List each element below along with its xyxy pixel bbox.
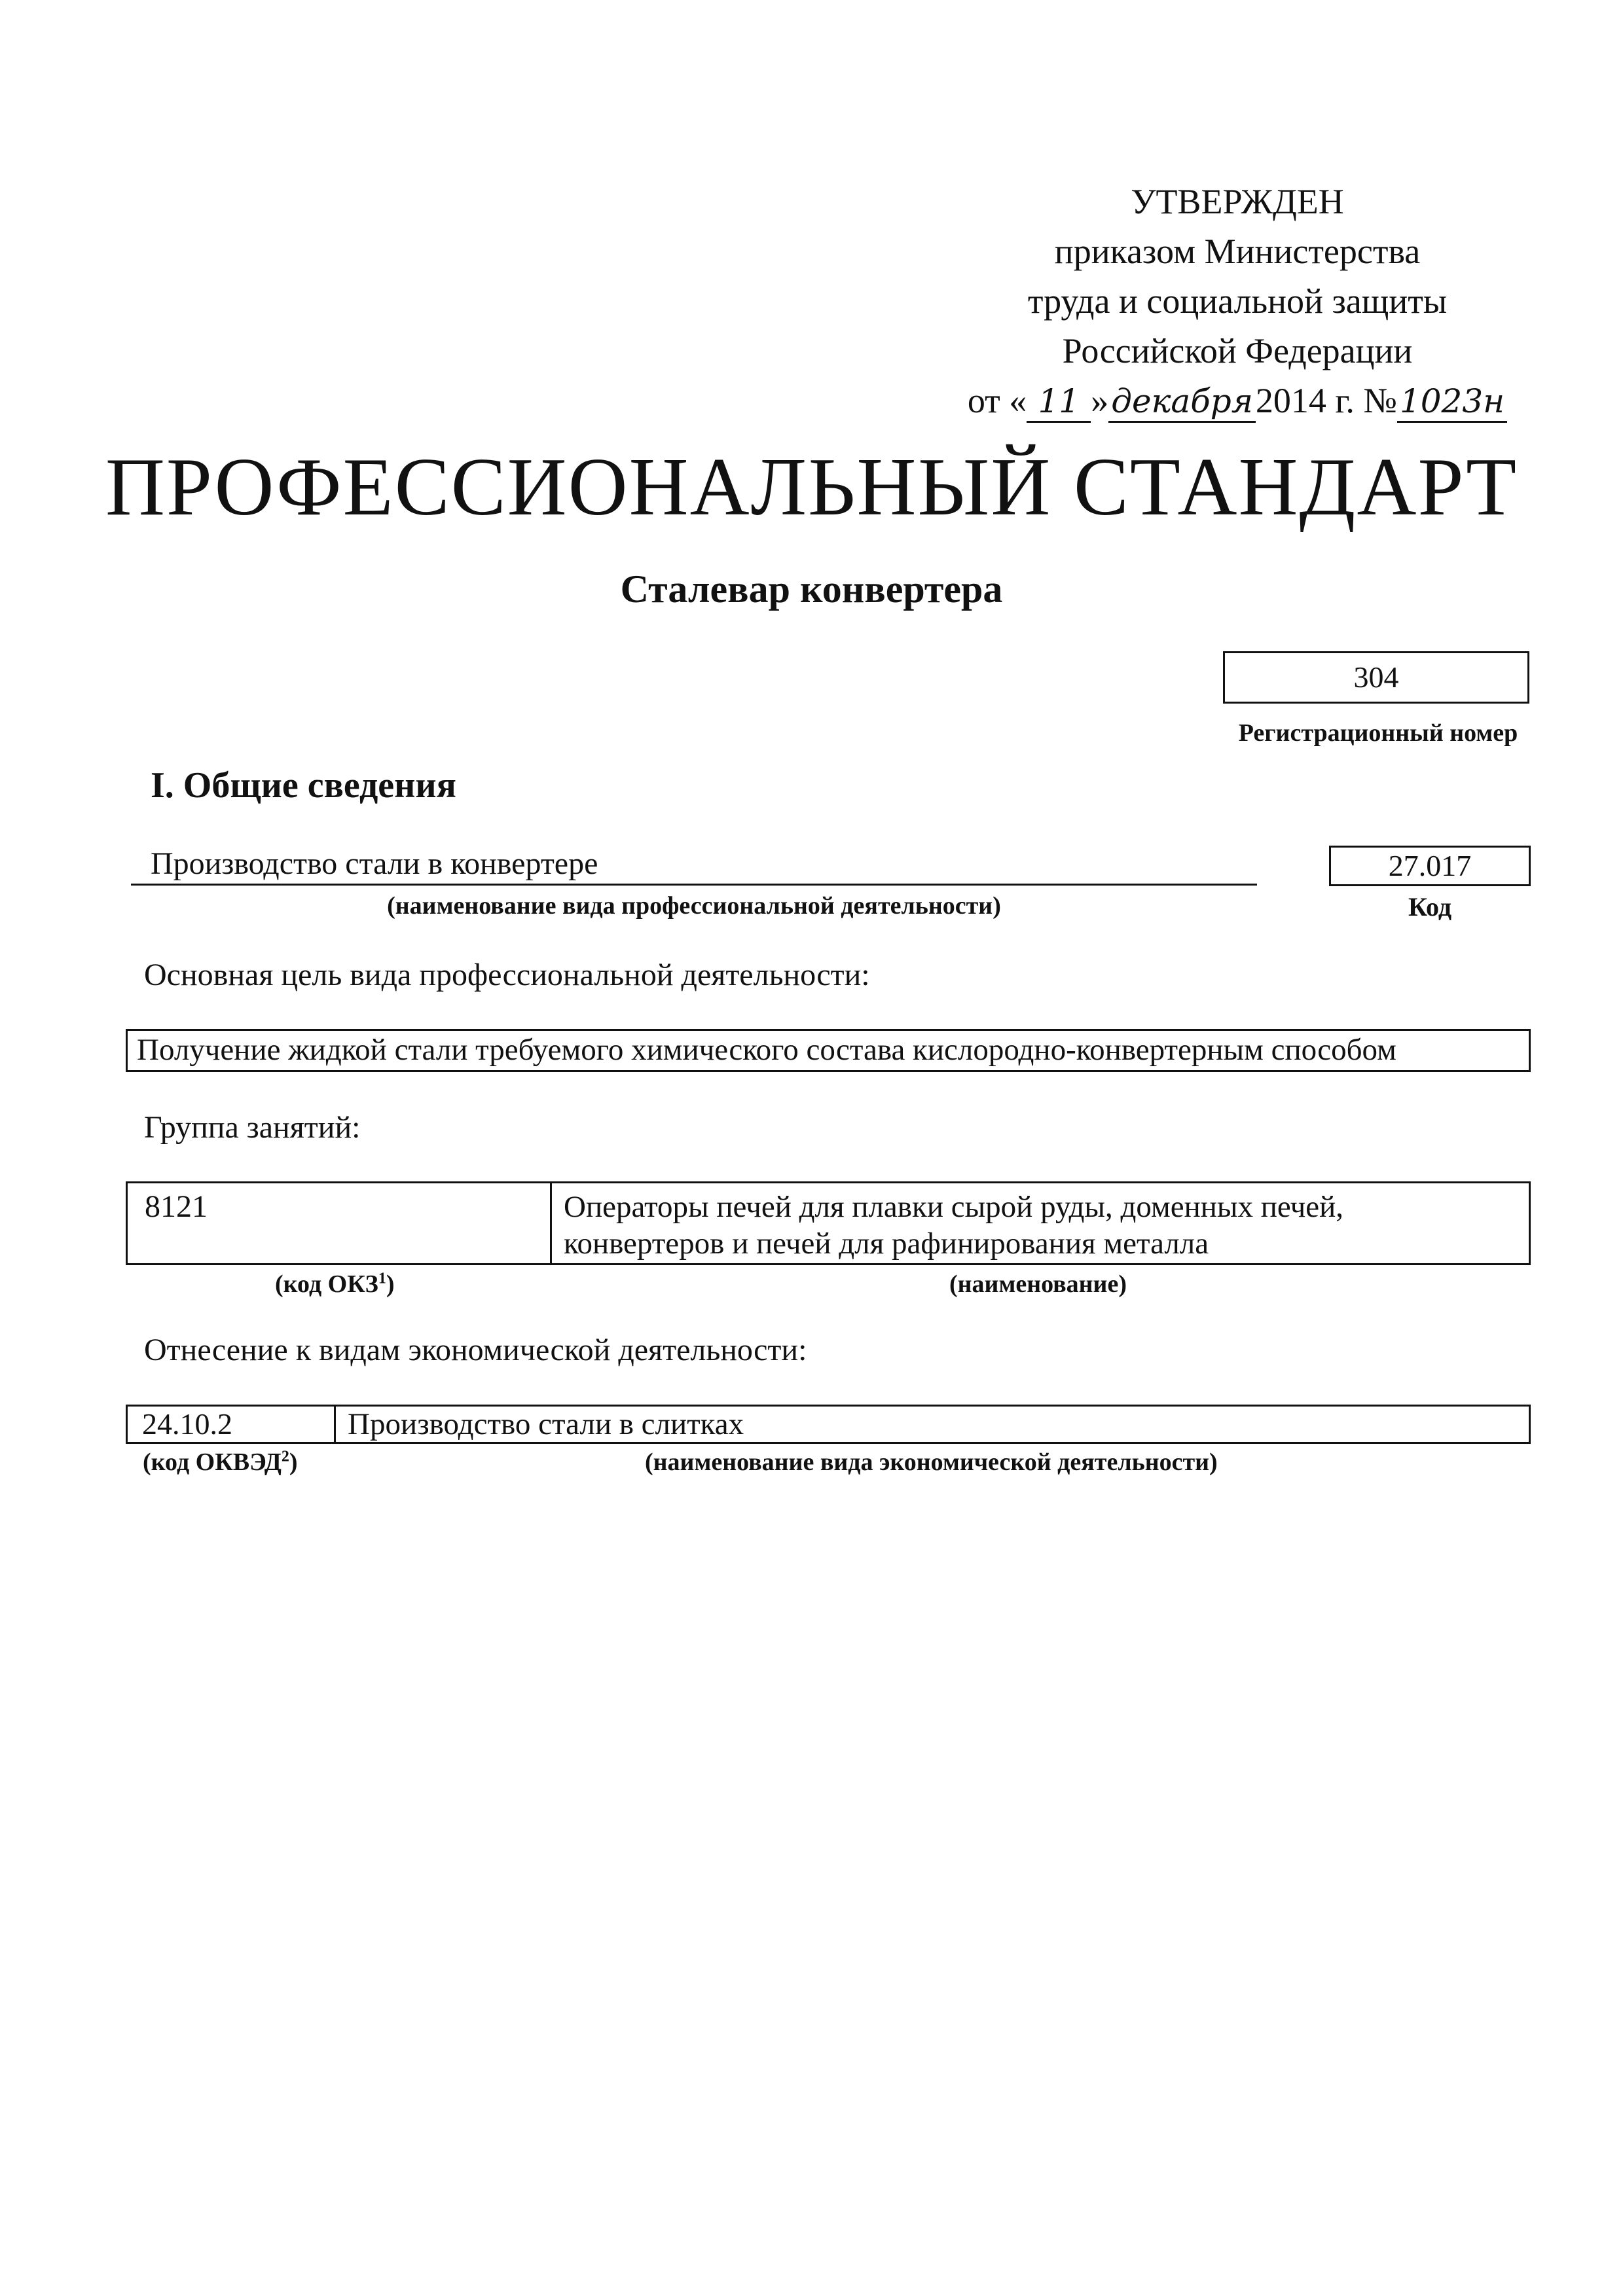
okz-name-cell	[552, 1183, 1529, 1263]
okz-code-caption: (код ОКЗ$^1$)	[275, 1270, 395, 1298]
occupation-group-label: Группа занятий:	[144, 1110, 361, 1145]
registration-number-box: 304	[1223, 651, 1529, 704]
approval-block	[903, 177, 1571, 425]
goal-label: Основная цель вида профессиональной деятельности:	[144, 958, 870, 992]
activity-code-caption: Код	[1408, 892, 1452, 922]
economic-activity-label: Отнесение к видам экономической деятельности:	[144, 1333, 807, 1367]
activity-name-field: Производство стали в конвертере	[131, 844, 1257, 886]
approval-line-1: приказом Министерства	[1054, 232, 1421, 271]
occupation-group-table	[126, 1181, 1531, 1265]
okz-name-line-1: Операторы печей для плавки сырой руды, доменных печей,	[564, 1190, 1343, 1224]
approval-date-line	[903, 376, 1571, 425]
goal-box: Получение жидкой стали требуемого химического состава кислородно-конвертерным способом	[126, 1029, 1531, 1072]
handwritten-order-number: 1023н	[1397, 382, 1507, 423]
registration-number-caption: Регистрационный номер	[1238, 719, 1518, 747]
approval-line-2: труда и социальной защиты	[1027, 281, 1448, 321]
date-mid: »	[1091, 381, 1109, 420]
document-title: ПРОФЕССИОНАЛЬНЫЙ СТАНДАРТ	[105, 442, 1518, 533]
handwritten-month: декабря	[1108, 382, 1256, 423]
okz-name-line-2: конвертеров и печей для рафинирования металла	[564, 1227, 1209, 1261]
okved-name-cell: Производство стали в слитках	[348, 1407, 744, 1441]
okved-name-caption: (наименование вида экономической деятельности)	[645, 1448, 1218, 1476]
section-heading: I. Общие сведения	[151, 765, 456, 806]
date-year: 2014 г. №	[1255, 381, 1397, 420]
okved-code-caption: (код ОКВЭД$^2$)	[143, 1448, 298, 1476]
approval-status: УТВЕРЖДЕН	[1131, 182, 1344, 221]
economic-activity-table	[126, 1405, 1531, 1444]
date-prefix: от «	[967, 381, 1027, 420]
handwritten-day: 11	[1027, 382, 1091, 423]
activity-name-caption: (наименование вида профессиональной деятельности)	[387, 892, 1001, 920]
activity-code-box: 27.017	[1329, 846, 1531, 886]
okved-code-cell: 24.10.2	[128, 1407, 336, 1442]
approval-line-3: Российской Федерации	[1062, 331, 1413, 370]
okz-code-cell: 8121	[128, 1183, 552, 1263]
document-subtitle: Сталевар конвертера	[620, 567, 1003, 611]
okz-name-caption: (наименование)	[949, 1270, 1127, 1298]
